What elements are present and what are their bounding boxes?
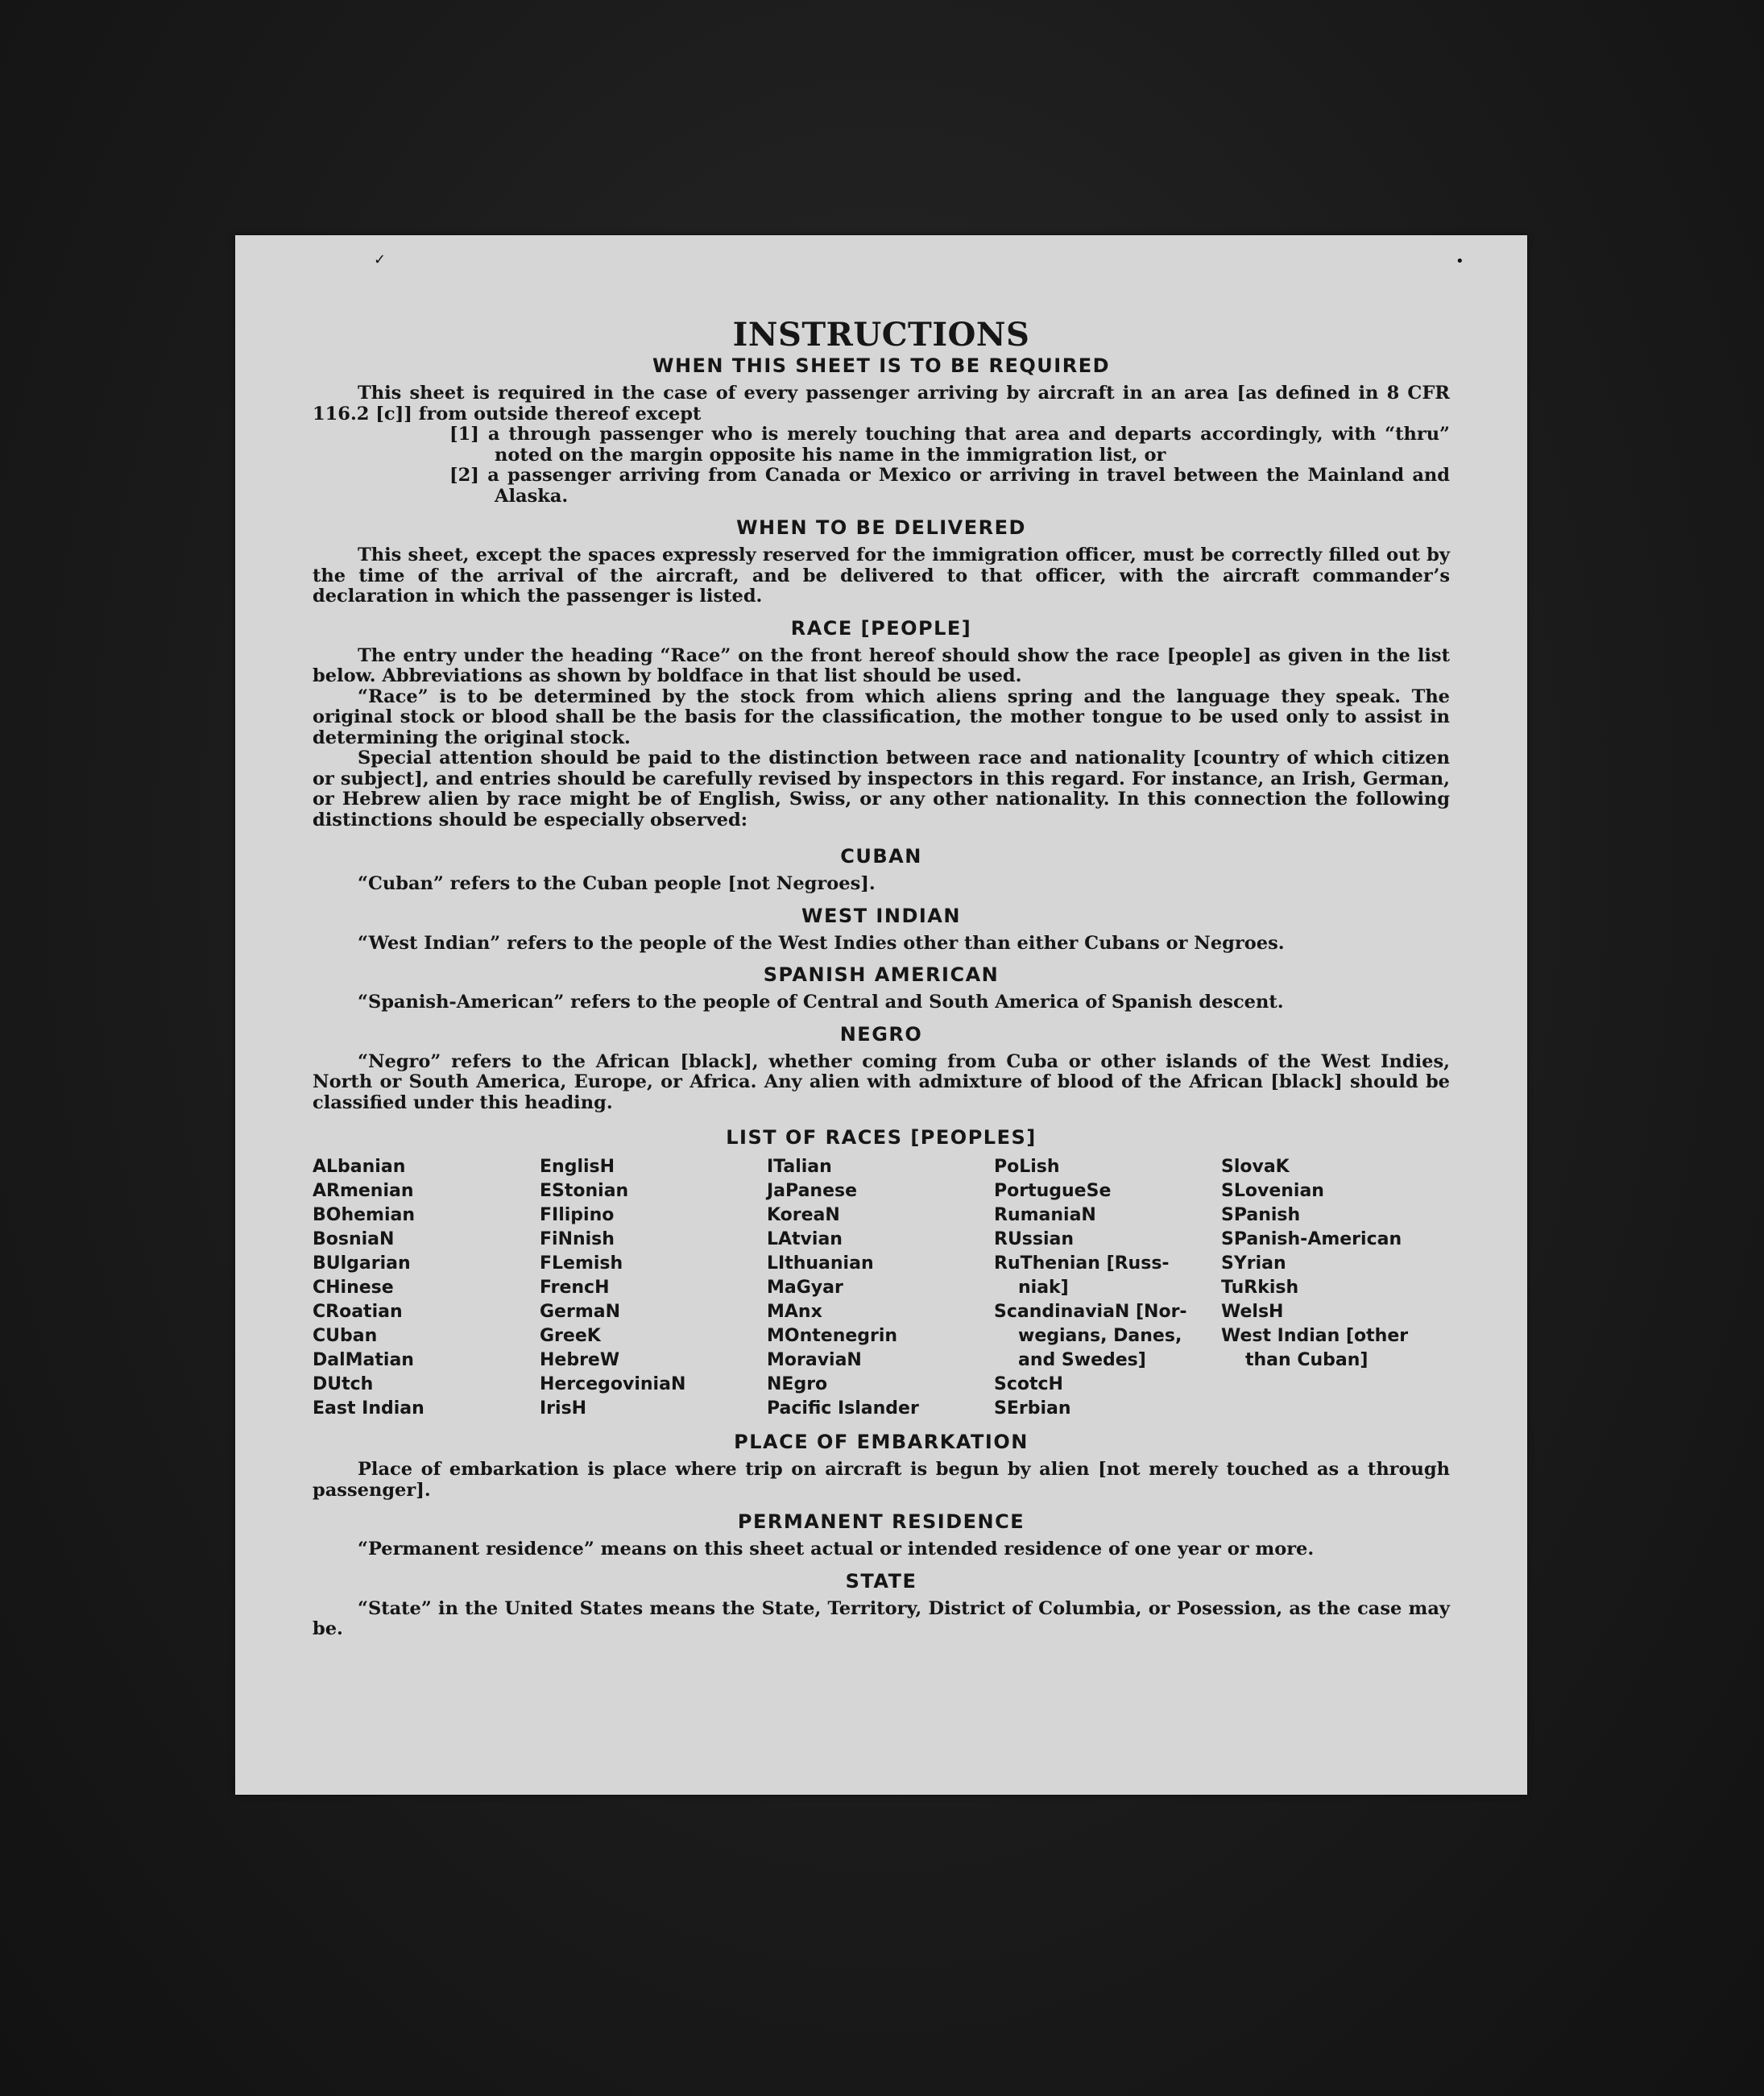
race-item: FIlipino [540, 1205, 615, 1225]
required-intro: This sheet is required in the case of every passenger arriving by aircraft in an area [as defined in 8 CFR 116.2 [c]] from outside thereof except [313, 383, 1450, 425]
race-item: East Indian [313, 1398, 424, 1419]
cuban-text: “Cuban” refers to the Cuban people [not Negroes]. [358, 873, 876, 894]
race-paragraph-3: Special attention should be paid to the distinction between race and nationality [country of which citizen or subject], and entries should be carefully revised by inspectors in this regard. For instance, an Irish, German, or Hebrew alien by race might be of English, Swiss, or any other nationality. In this connection the following distinctions should be especially observed: [313, 748, 1450, 831]
heading-embarkation: PLACE OF EMBARKATION [734, 1431, 1029, 1453]
races-list [313, 1155, 1450, 1421]
race-item: GermaN [540, 1302, 621, 1322]
race-item: RUssian [994, 1229, 1075, 1249]
required-exception-1: [1] a through passenger who is merely touching that area and departs accordingly, with “thru” noted on the margin opposite his name in the immigration list, or [449, 424, 1450, 466]
race-item: ALbanian [313, 1157, 406, 1177]
race-item: DUtch [313, 1374, 374, 1394]
races-column [994, 1155, 1221, 1421]
heading-state: STATE [845, 1569, 917, 1593]
page-title: INSTRUCTIONS [732, 316, 1030, 354]
race-item: and Swedes] [1018, 1350, 1146, 1370]
race-item: KoreaN [767, 1205, 840, 1225]
race-item: West Indian [other [1221, 1326, 1409, 1346]
races-column [313, 1155, 540, 1421]
scan-speck: ✓ [374, 251, 387, 268]
instructions-body [313, 316, 1450, 1640]
required-exception-2: [2] a passenger arriving from Canada or Mexico or arriving in travel between the Mainland and Alaska. [449, 465, 1450, 507]
race-item: LAtvian [767, 1229, 843, 1249]
race-item: JaPanese [767, 1181, 858, 1201]
race-item: ScandinaviaN [Nor- [994, 1302, 1187, 1322]
race-item: EnglisH [540, 1157, 615, 1177]
heading-negro: NEGRO [839, 1022, 923, 1046]
race-item: SlovaK [1221, 1157, 1290, 1177]
race-item: PoLish [994, 1157, 1060, 1177]
race-item: ITalian [767, 1157, 832, 1177]
race-item: niak] [1018, 1278, 1069, 1298]
heading-race: RACE [PEOPLE] [790, 616, 972, 640]
race-item: FiNnish [540, 1229, 615, 1249]
scan-speck: • [1456, 253, 1464, 270]
race-item: wegians, Danes, [1018, 1326, 1182, 1346]
document-page [235, 235, 1527, 1795]
races-column [1221, 1155, 1450, 1421]
heading-cuban: CUBAN [840, 845, 922, 868]
race-item: TuRkish [1221, 1278, 1299, 1298]
west-indian-text: “West Indian” refers to the people of the West Indies other than either Cubans or Negroes. [358, 932, 1285, 954]
race-item: BosniaN [313, 1229, 395, 1249]
race-item: SYrian [1221, 1253, 1286, 1274]
race-item: BOhemian [313, 1205, 416, 1225]
embarkation-text: Place of embarkation is place where trip on aircraft is begun by alien [not merely touched as a through passenger]. [313, 1459, 1450, 1501]
race-item: LIthuanian [767, 1253, 874, 1274]
race-item: than Cuban] [1245, 1350, 1369, 1370]
race-item: MOntenegrin [767, 1326, 898, 1346]
race-item: CRoatian [313, 1302, 403, 1322]
race-item: IrisH [540, 1398, 587, 1419]
race-item: DalMatian [313, 1350, 414, 1370]
race-item: ARmenian [313, 1181, 414, 1201]
race-item: HebreW [540, 1350, 620, 1370]
race-item: SErbian [994, 1398, 1071, 1419]
heading-required: WHEN THIS SHEET IS TO BE REQUIRED [652, 354, 1111, 377]
state-text: “State” in the United States means the State, Territory, District of Columbia, or Posession, as the case may be. [313, 1597, 1450, 1639]
race-paragraph-2: “Race” is to be determined by the stock from which aliens spring and the language they speak. The original stock or blood shall be the basis for the classification, the mother tongue to be used only to assist in determining the original stock. [313, 686, 1450, 748]
heading-delivered: WHEN TO BE DELIVERED [736, 516, 1026, 539]
race-item: RuThenian [Russ- [994, 1253, 1170, 1274]
race-item: MaGyar [767, 1278, 843, 1298]
spanish-american-text: “Spanish-American” refers to the people of Central and South America of Spanish descent. [358, 992, 1284, 1013]
race-item: FLemish [540, 1253, 623, 1274]
race-item: SPanish-American [1221, 1229, 1402, 1249]
race-item: ScotcH [994, 1374, 1063, 1394]
negro-text: “Negro” refers to the African [black], whether coming from Cuba or other islands of the West Indies, North or South America, Europe, or Africa. Any alien with admixture of blood of the African [black] should be classified under this heading. [313, 1050, 1450, 1113]
race-item: NEgro [767, 1374, 828, 1394]
race-item: CUban [313, 1326, 378, 1346]
race-item: MoraviaN [767, 1350, 862, 1370]
race-item: BUlgarian [313, 1253, 411, 1274]
race-paragraph-1: The entry under the heading “Race” on the front hereof should show the race [people] as given in the list below. Abbreviations as shown by boldface in that list should be used. [313, 644, 1450, 686]
race-item: RumaniaN [994, 1205, 1096, 1225]
permanent-residence-text: “Permanent residence” means on this sheet actual or intended residence of one year or more. [358, 1539, 1315, 1560]
races-column [767, 1155, 994, 1421]
race-item: GreeK [540, 1326, 601, 1346]
delivered-text: This sheet, except the spaces expressly reserved for the immigration officer, must be correctly filled out by the time of the arrival of the aircraft, and be delivered to that officer, with the aircraft commander’s declaration in which the passenger is listed. [313, 545, 1450, 607]
race-item: Pacific Islander [767, 1398, 919, 1419]
race-item: CHinese [313, 1278, 394, 1298]
race-item: MAnx [767, 1302, 822, 1322]
race-item: SPanish [1221, 1205, 1301, 1225]
heading-permanent-residence: PERMANENT RESIDENCE [737, 1510, 1025, 1533]
heading-spanish-american: SPANISH AMERICAN [763, 963, 1000, 986]
race-item: EStonian [540, 1181, 629, 1201]
race-item: WelsH [1221, 1302, 1284, 1322]
race-item: PortugueSe [994, 1181, 1112, 1201]
race-item: SLovenian [1221, 1181, 1324, 1201]
heading-west-indian: WEST INDIAN [801, 904, 961, 927]
races-column [540, 1155, 767, 1421]
race-item: FrencH [540, 1278, 610, 1298]
race-item: HercegoviniaN [540, 1374, 686, 1394]
heading-list-of-races: LIST OF RACES [PEOPLES] [726, 1126, 1037, 1149]
